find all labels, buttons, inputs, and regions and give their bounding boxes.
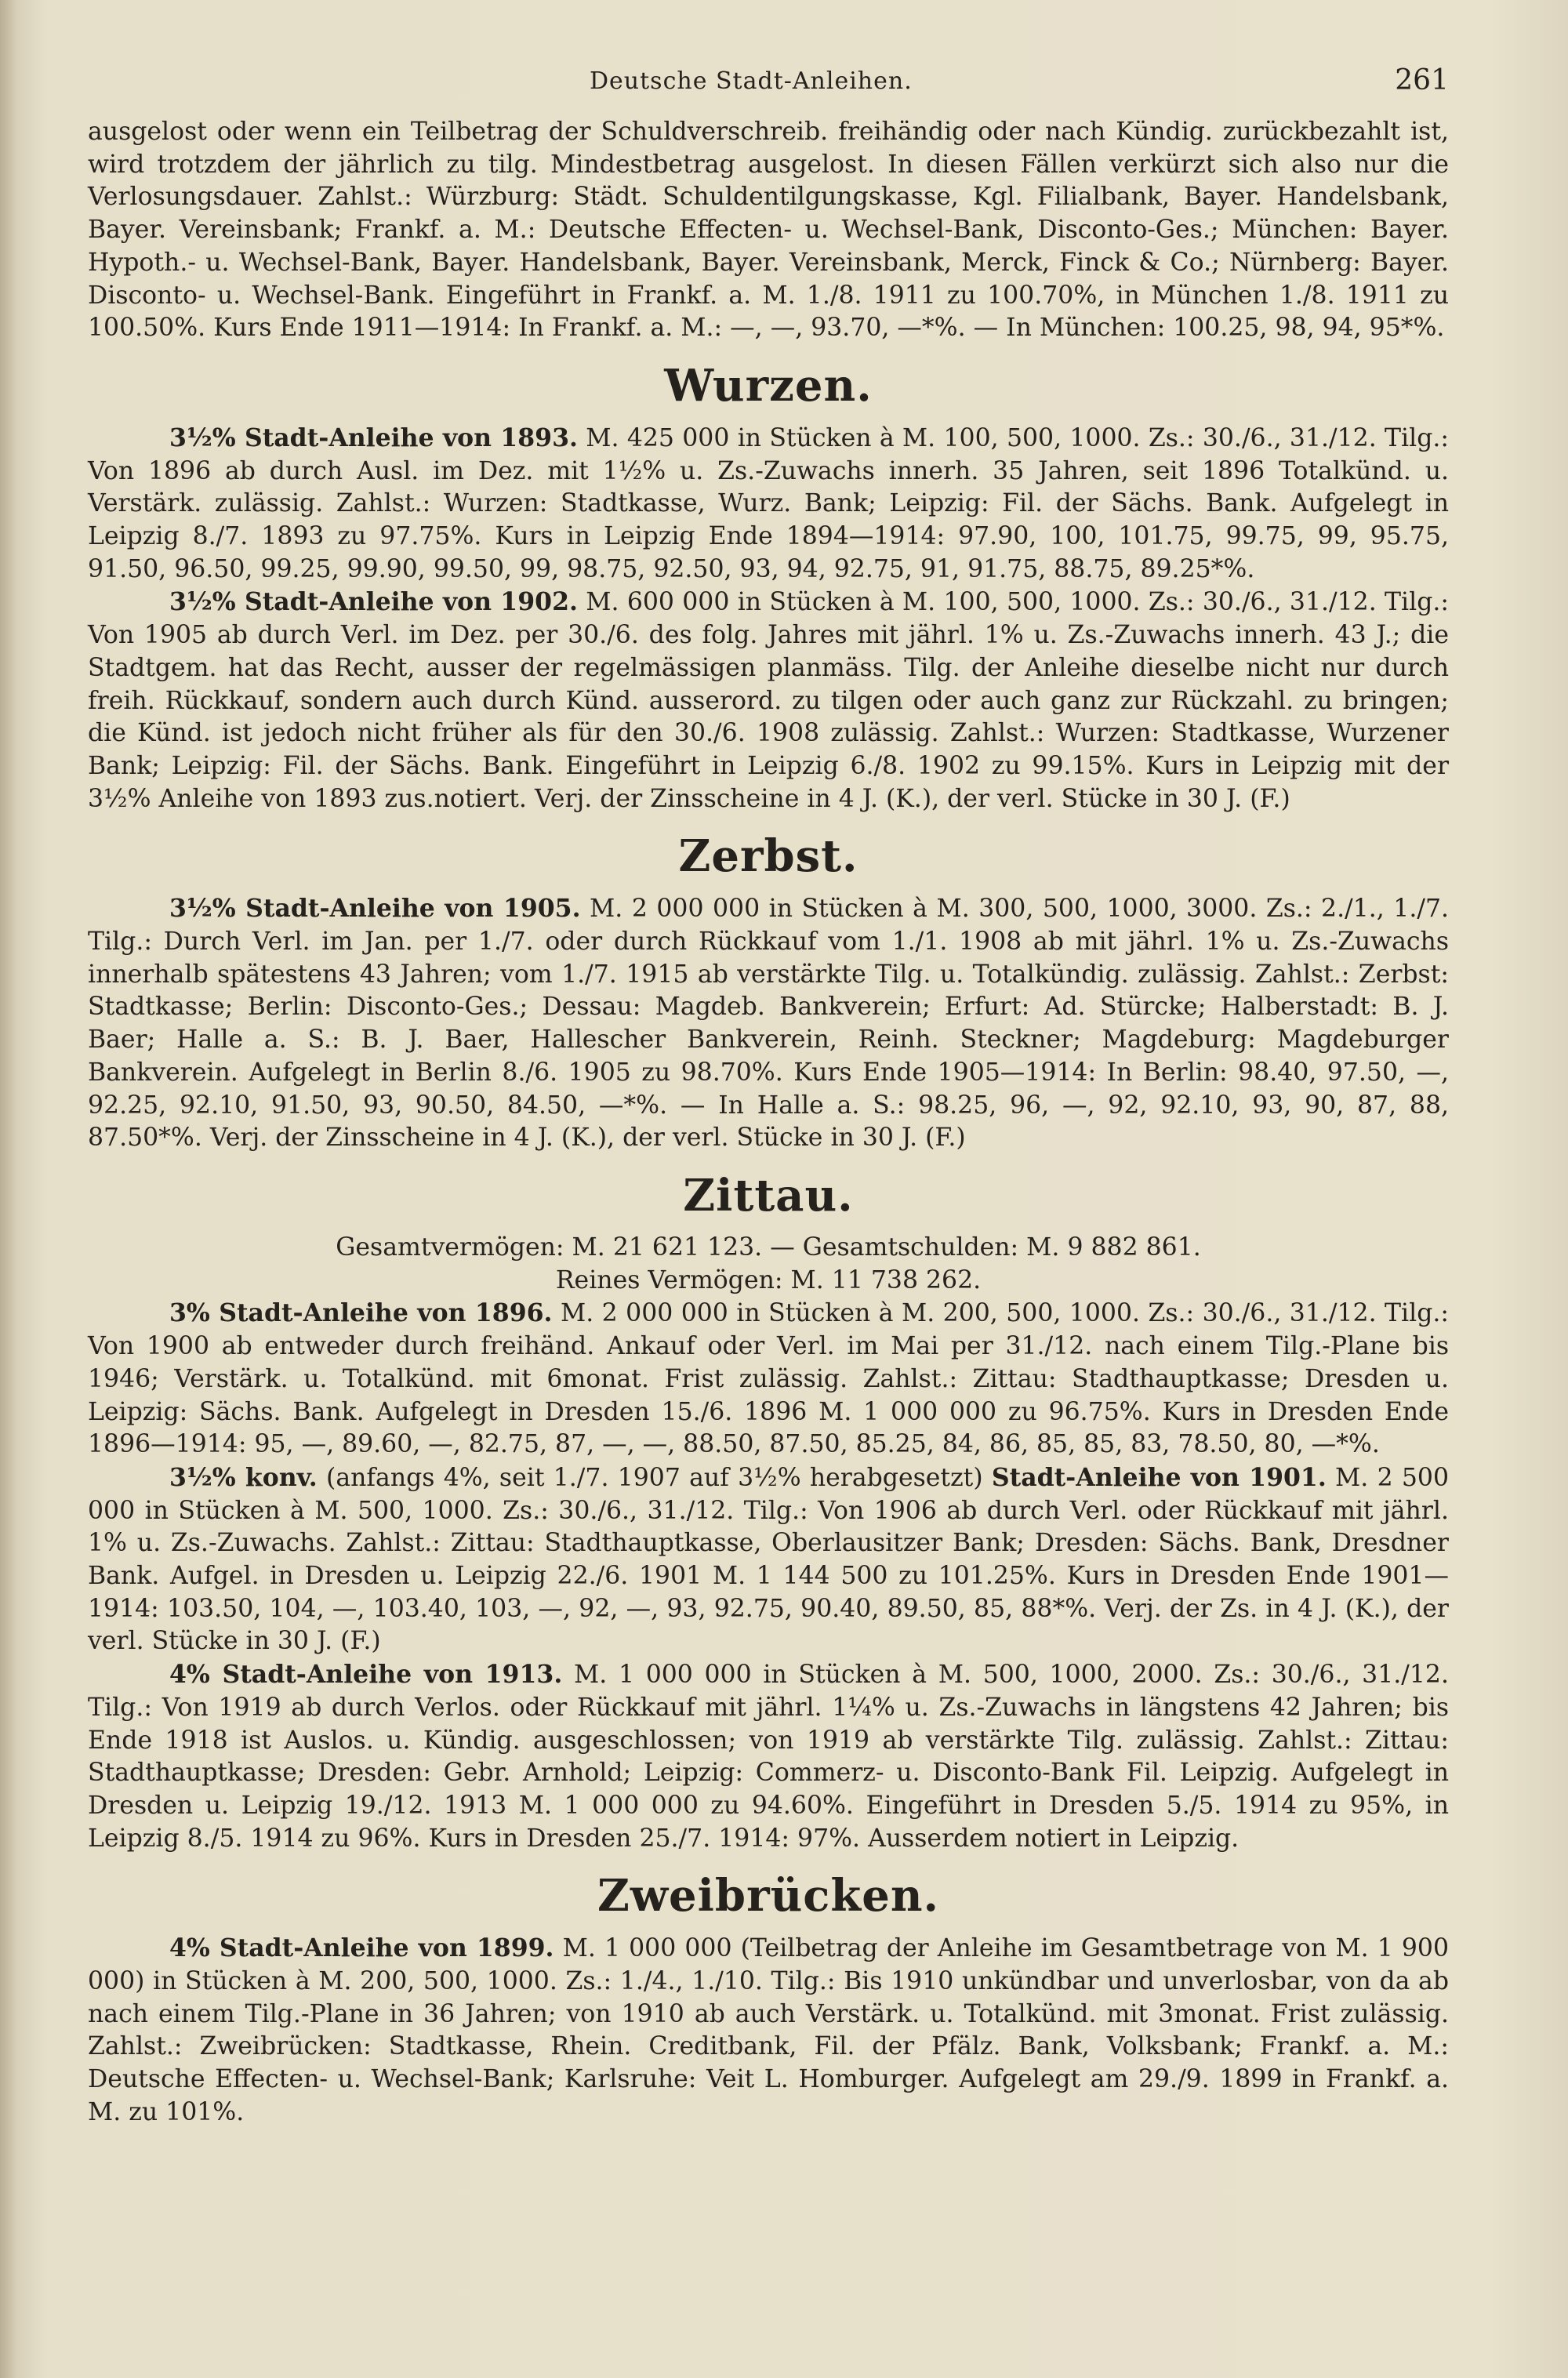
- continuation-paragraph: [88, 116, 1449, 345]
- loan-details: M. 2 500 000 in Stücken à M. 500, 1000. Zs.: 30./6., 31./12. Tilg.: Von 1906 ab durch Verl. oder Rückkauf mit jährl. 1% u. Zs.-Zuwachs. Zahlst.: Zittau: Stadthauptkasse, Oberlausitzer Bank; Dresden: Sächs. Bank, Dresdner Bank. Aufgel. in Dresden u. Leipzig 22./6. 1901 M. 1 144 500 zu 101.25%. Kurs in Dresden Ende 1901—1914: 103.50, 104, —, 103.40, 103, —, 92, —, 93, 92.75, 90.40, 89.50, 85, 88*%. Verj. der Zs. in 4 J. (K.), der verl. Stücke in 30 J. (F.): [88, 1463, 1450, 1656]
- loan-entry-wurzen-1893: [88, 422, 1449, 586]
- net-assets: Reines Vermögen: M. 11 738 262.: [555, 1265, 982, 1294]
- city-heading-zerbst: Zerbst.: [678, 830, 858, 883]
- loan-title: 4% Stadt-Anleihe von 1899.: [169, 1933, 554, 1963]
- loan-title: 3½% Stadt-Anleihe von 1893.: [169, 423, 578, 452]
- loan-details: M. 1 000 000 in Stücken à M. 500, 1000, 2000. Zs.: 30./6., 31./12. Tilg.: Von 1919 ab durch Verlos. oder Rückkauf mit jährl. 1¼% u. Zs.-Zuwachs in längstens 42 Jahren; bis Ende 1918 ist Auslos. u. Kündig. ausgeschlossen; von 1919 ab verstärkte Tilg. zulässig. Zahlst.: Zittau: Stadthauptkasse; Dresden: Gebr. Arnhold; Leipzig: Commerz- u. Disconto-Bank Fil. Leipzig. Aufgelegt in Dresden u. Leipzig 19./12. 1913 M. 1 000 000 zu 94.60%. Eingeführt in Dresden 5./5. 1914 zu 95%, in Leipzig 8./5. 1914 zu 96%. Kurs in Dresden 25./7. 1914: 97%. Ausserdem notiert in Leipzig.: [88, 1661, 1449, 1853]
- loan-title-continued: Stadt-Anleihe von 1901.: [991, 1462, 1327, 1492]
- city-heading-wurzen: Wurzen.: [664, 359, 873, 412]
- paragraph-text: ausgelost oder wenn ein Teilbetrag der Schuldverschreib. freihändig oder nach Kündig. zurückbezahlt ist, wird trotzdem der jährlich zu tilg. Mindestbetrag ausgelost. In diesen Fällen verkürzt sich also nur die Verlosungsdauer. Zahlst.: Würzburg: Städt. Schuldentilgungskasse, Kgl. Filialbank, Bayer. Handelsbank, Bayer. Vereinsbank; Frankf. a. M.: Deutsche Effecten- u. Wechsel-Bank, Disconto-Ges.; München: Bayer. Hypoth.- u. Wechsel-Bank, Bayer. Handelsbank, Bayer. Vereinsbank, Merck, Finck & Co.; Nürnberg: Bayer. Disconto- u. Wechsel-Bank. Eingeführt in Frankf. a. M. 1./8. 1911 zu 100.70%, in München 1./8. 1911 zu 100.50%. Kurs Ende 1911—1914: In Frankf. a. M.: —, —, 93.70, —*%. — In München: 100.25, 98, 94, 95*%.: [88, 118, 1449, 343]
- running-title: Deutsche Stadt-Anleihen.: [590, 67, 913, 95]
- loan-details: M. 425 000 in Stücken à M. 100, 500, 1000. Zs.: 30./6., 31./12. Tilg.: Von 1896 ab durch Ausl. im Dez. mit 1½% u. Zs.-Zuwachs innerh. 35 Jahren, seit 1896 Totalkünd. u. Verstärk. zulässig. Zahlst.: Wurzen: Stadtkasse, Wurz. Bank; Leipzig: Fil. der Sächs. Bank. Aufgelegt in Leipzig 8./7. 1893 zu 97.75%. Kurs in Leipzig Ende 1894—1914: 97.90, 100, 101.75, 99.75, 99, 95.75, 91.50, 96.50, 99.25, 99.90, 99.50, 99, 98.75, 92.50, 93, 94, 92.75, 91, 91.75, 88.75, 89.25*%.: [88, 423, 1449, 583]
- page-header: [88, 61, 1449, 116]
- loan-entry-zweibruecken-1899: [88, 1932, 1449, 2129]
- loan-title: 3½% konv.: [169, 1462, 318, 1492]
- assets-summary: Gesamtvermögen: M. 21 621 123. — Gesamtschulden: M. 9 882 861.: [336, 1233, 1201, 1262]
- loan-details: M. 2 000 000 in Stücken à M. 300, 500, 1000, 3000. Zs.: 2./1., 1./7. Tilg.: Durch Verl. im Jan. per 1./7. oder durch Rückkauf vom 1./1. 1908 ab mit jährl. 1% u. Zs.-Zuwachs innerhalb spätestens 43 Jahren; vom 1./7. 1915 ab verstärkte Tilg. u. Totalkündig. zulässig. Zahlst.: Zerbst: Stadtkasse; Berlin: Disconto-Ges.; Dessau: Magdeb. Bankverein; Erfurt: Ad. Stürcke; Halberstadt: B. J. Baer; Halle a. S.: B. J. Baer, Hallescher Bankverein, Reinh. Steckner; Magdeburg: Magdeburger Bankverein. Aufgelegt in Berlin 8./6. 1905 zu 98.70%. Kurs Ende 1905—1914: In Berlin: 98.40, 97.50, —, 92.25, 92.10, 91.50, 93, 90.50, 84.50, —*%. — In Halle a. S.: 98.25, 96, —, 92, 92.10, 93, 90, 87, 88, 87.50*%. Verj. der Zinsscheine in 4 J. (K.), der verl. Stücke in 30 J. (F.): [88, 895, 1449, 1153]
- loan-title: 3½% Stadt-Anleihe von 1905.: [169, 894, 581, 924]
- loan-title: 3% Stadt-Anleihe von 1896.: [169, 1298, 553, 1328]
- loan-details: M. 2 000 000 in Stücken à M. 200, 500, 1000. Zs.: 30./6., 31./12. Tilg.: Von 1900 ab entweder durch freihänd. Ankauf oder Verl. im Mai per 31./12. nach einem Tilg.-Plane bis 1946; Verstärk. u. Totalkünd. mit 6monat. Frist zulässig. Zahlst.: Zittau: Stadthauptkasse; Dresden u. Leipzig: Sächs. Bank. Aufgelegt in Dresden 15./6. 1896 M. 1 000 000 zu 96.75%. Kurs in Dresden Ende 1896—1914: 95, —, 89.60, —, 82.75, 87, —, —, 88.50, 87.50, 85.25, 84, 86, 85, 85, 83, 78.50, 80, —*%.: [88, 1299, 1449, 1459]
- loan-entry-zittau-1896: [88, 1297, 1449, 1461]
- city-heading-zittau: Zittau.: [683, 1169, 854, 1222]
- page-number: 261: [1395, 64, 1449, 96]
- page-content: [88, 61, 1449, 2129]
- loan-note: (anfangs 4%, seit 1./7. 1907 auf 3½% herabgesetzt): [317, 1463, 992, 1492]
- loan-title: 3½% Stadt-Anleihe von 1902.: [169, 587, 578, 617]
- loan-entry-zittau-1901: [88, 1461, 1449, 1658]
- loan-title: 4% Stadt-Anleihe von 1913.: [169, 1660, 563, 1690]
- loan-entry-zerbst-1905: [88, 892, 1449, 1155]
- loan-entry-wurzen-1902: [88, 586, 1449, 815]
- loan-details: M. 1 000 000 (Teilbetrag der Anleihe im Gesamtbetrage von M. 1 900 000) in Stücken à M. 200, 500, 1000. Zs.: 1./4., 1./10. Tilg.: Bis 1910 unkündbar und unverlosbar, von da ab nach einem Tilg.-Plane in 36 Jahren; von 1910 ab auch Verstärk. u. Totalkünd. mit 3monat. Frist zulässig. Zahlst.: Zweibrücken: Stadtkasse, Rhein. Creditbank, Fil. der Pfälz. Bank, Volksbank; Frankf. a. M.: Deutsche Effecten- u. Wechsel-Bank; Karlsruhe: Veit L. Homburger. Aufgelegt am 29./9. 1899 in Frankf. a. M. zu 101%.: [88, 1934, 1449, 2126]
- city-heading-zweibruecken: Zweibrücken.: [597, 1870, 940, 1922]
- loan-entry-zittau-1913: [88, 1658, 1449, 1855]
- loan-details: M. 600 000 in Stücken à M. 100, 500, 1000. Zs.: 30./6., 31./12. Tilg.: Von 1905 ab durch Verl. im Dez. per 30./6. des folg. Jahres mit jährl. 1% u. Zs.-Zuwachs innerh. 43 J.; die Stadtgem. hat das Recht, ausser der regelmässigen planmäss. Tilg. der Anleihe dieselbe nicht nur durch freih. Rückkauf, sondern auch durch Künd. ausserord. zu tilgen oder auch ganz zur Rückzahl. zu bringen; die Künd. ist jedoch nicht früher als für den 30./6. 1908 zulässig. Zahlst.: Wurzen: Stadtkasse, Wurzener Bank; Leipzig: Fil. der Sächs. Bank. Eingeführt in Leipzig 6./8. 1902 zu 99.15%. Kurs in Leipzig mit der 3½% Anleihe von 1893 zus.notiert. Verj. der Zinsscheine in 4 J. (K.), der verl. Stücke in 30 J. (F.): [88, 588, 1449, 813]
